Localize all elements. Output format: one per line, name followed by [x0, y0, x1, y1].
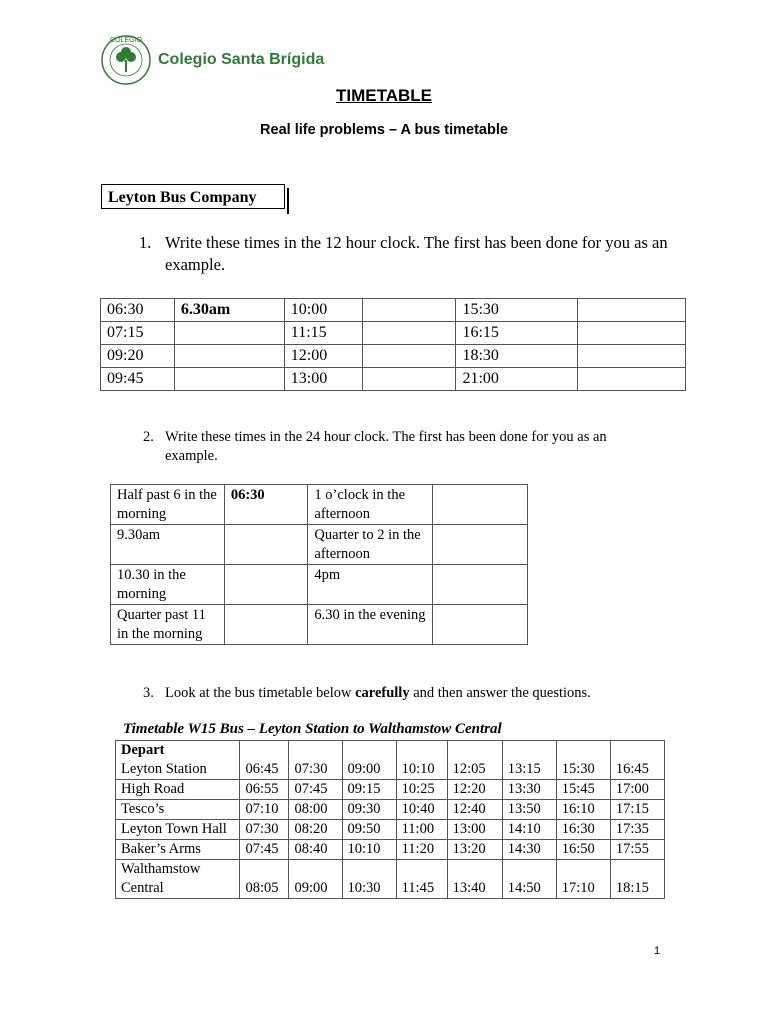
answer-cell [578, 345, 686, 368]
departure-time-cell: 17:10 [556, 860, 610, 899]
table-row [116, 820, 665, 840]
question-1-line2: example. [165, 255, 226, 274]
answer-cell [174, 368, 284, 391]
departure-time-cell: 10:10 [396, 741, 447, 780]
time-cell: 09:20 [101, 345, 175, 368]
departure-time-cell: 12:20 [447, 780, 502, 800]
page-subtitle: Real life problems – A bus timetable [260, 122, 508, 138]
stop-name: Leyton Station [121, 761, 207, 777]
departure-time-cell: 13:00 [447, 820, 502, 840]
school-logo [100, 33, 152, 87]
time-cell: 09:45 [101, 368, 175, 391]
departure-time-cell: 17:15 [610, 800, 664, 820]
table-row [111, 605, 528, 645]
departure-time-cell: 18:15 [610, 860, 664, 899]
question-2-line2: example. [165, 448, 218, 464]
departure-time-cell: 08:05 [240, 860, 289, 899]
time-cell: 16:15 [456, 322, 578, 345]
stop-cell [116, 800, 240, 820]
departure-time-cell: 07:10 [240, 800, 289, 820]
svg-text:COLEGIO: COLEGIO [110, 37, 142, 44]
departure-time-cell: 10:25 [396, 780, 447, 800]
time-cell: 11:15 [284, 322, 362, 345]
table-row [116, 741, 665, 780]
departure-time-cell: 12:40 [447, 800, 502, 820]
stop-cell [116, 840, 240, 860]
answer-cell [362, 368, 456, 391]
phrase-cell: 4pm [308, 565, 433, 605]
departure-time-cell: 06:55 [240, 780, 289, 800]
departure-time-cell: 10:40 [396, 800, 447, 820]
departure-time-cell: 11:20 [396, 840, 447, 860]
table-row [116, 800, 665, 820]
departure-time-cell: 16:30 [556, 820, 610, 840]
twenty-four-hour-table [110, 484, 528, 645]
phrase-cell: 1 o’clock in the afternoon [308, 485, 433, 525]
departure-time-cell: 13:40 [447, 860, 502, 899]
departure-time-cell: 09:00 [342, 741, 396, 780]
question-2-number: 2. [143, 429, 154, 445]
departure-time-cell: 13:15 [502, 741, 556, 780]
answer-cell [362, 322, 456, 345]
departure-time-cell: 12:05 [447, 741, 502, 780]
time-cell: 10:00 [284, 299, 362, 322]
departure-time-cell: 07:45 [289, 780, 342, 800]
time-cell: 13:00 [284, 368, 362, 391]
phrase-cell: 10.30 in the morning [111, 565, 225, 605]
table-row [101, 345, 686, 368]
answer-cell [224, 565, 308, 605]
answer-cell [174, 345, 284, 368]
bus-timetable-title: Timetable W15 Bus – Leyton Station to Walthamstow Central [123, 721, 502, 737]
departure-time-cell: 17:00 [610, 780, 664, 800]
answer-cell [224, 605, 308, 645]
answer-cell [433, 485, 528, 525]
stop-name: Tesco’s [121, 801, 165, 817]
table-row [101, 322, 686, 345]
departure-time-cell: 10:30 [342, 860, 396, 899]
question-1 [139, 232, 739, 282]
table-row [101, 299, 686, 322]
departure-time-cell: 10:10 [342, 840, 396, 860]
departure-time-cell: 07:45 [240, 840, 289, 860]
table-row [116, 840, 665, 860]
time-cell: 07:15 [101, 322, 175, 345]
table-row [116, 780, 665, 800]
question-3 [143, 682, 743, 704]
departure-time-cell: 09:30 [342, 800, 396, 820]
answer-cell [362, 345, 456, 368]
stop-cell [116, 820, 240, 840]
departure-time-cell: 11:00 [396, 820, 447, 840]
answer-cell [433, 605, 528, 645]
departure-time-cell: 09:50 [342, 820, 396, 840]
table-row [111, 485, 528, 525]
page-number: 1 [654, 945, 661, 957]
company-label: Leyton Bus Company [101, 184, 285, 209]
bus-timetable [115, 740, 665, 899]
stop-cell [116, 780, 240, 800]
stop-cell [116, 741, 240, 780]
twelve-hour-table [100, 298, 686, 391]
answer-cell [433, 565, 528, 605]
time-cell: 18:30 [456, 345, 578, 368]
departure-time-cell: 07:30 [240, 820, 289, 840]
departure-time-cell: 07:30 [289, 741, 342, 780]
departure-time-cell: 09:00 [289, 860, 342, 899]
departure-time-cell: 08:20 [289, 820, 342, 840]
phrase-cell: 9.30am [111, 525, 225, 565]
stop-name: High Road [121, 781, 185, 797]
stop-name: Walthamstow Central [121, 861, 201, 896]
answer-cell [578, 368, 686, 391]
table-row [111, 525, 528, 565]
page-title: TIMETABLE [335, 86, 432, 105]
answer-cell: 06:30 [224, 485, 308, 525]
departure-time-cell: 13:50 [502, 800, 556, 820]
answer-cell [433, 525, 528, 565]
stop-name: Baker’s Arms [121, 841, 201, 857]
table-row [111, 565, 528, 605]
phrase-cell: Half past 6 in the morning [111, 485, 225, 525]
phrase-cell: Quarter past 11 in the morning [111, 605, 225, 645]
phrase-cell: 6.30 in the evening [308, 605, 433, 645]
answer-cell [174, 322, 284, 345]
stop-name: Leyton Town Hall [121, 821, 227, 837]
departure-time-cell: 16:10 [556, 800, 610, 820]
departure-time-cell: 11:45 [396, 860, 447, 899]
table-row [101, 368, 686, 391]
departure-time-cell: 15:30 [556, 741, 610, 780]
question-3-text-b: and then answer the questions. [409, 685, 591, 701]
departure-time-cell: 14:10 [502, 820, 556, 840]
answer-cell [578, 322, 686, 345]
question-3-text-a: Look at the bus timetable below [165, 685, 356, 701]
departure-time-cell: 06:45 [240, 741, 289, 780]
departure-time-cell: 13:30 [502, 780, 556, 800]
phrase-cell: Quarter to 2 in the afternoon [308, 525, 433, 565]
departure-time-cell: 17:55 [610, 840, 664, 860]
departure-time-cell: 14:50 [502, 860, 556, 899]
answer-cell [224, 525, 308, 565]
time-cell: 06:30 [101, 299, 175, 322]
depart-label: Depart [121, 742, 165, 758]
departure-time-cell: 08:40 [289, 840, 342, 860]
time-cell: 12:00 [284, 345, 362, 368]
stop-cell [116, 860, 240, 899]
time-cell: 21:00 [456, 368, 578, 391]
answer-cell [578, 299, 686, 322]
question-3-number: 3. [143, 685, 154, 701]
question-2 [143, 428, 743, 468]
question-1-line1: Write these times in the 12 hour clock. The first has been done for you as an [165, 233, 668, 252]
departure-time-cell: 15:45 [556, 780, 610, 800]
answer-cell [362, 299, 456, 322]
departure-time-cell: 14:30 [502, 840, 556, 860]
departure-time-cell: 17:35 [610, 820, 664, 840]
departure-time-cell: 08:00 [289, 800, 342, 820]
departure-time-cell: 16:45 [610, 741, 664, 780]
school-name: Colegio Santa Brígida [158, 51, 325, 68]
question-2-line1: Write these times in the 24 hour clock. The first has been done for you as an [165, 429, 607, 445]
departure-time-cell: 13:20 [447, 840, 502, 860]
table-row [116, 860, 665, 899]
departure-time-cell: 16:50 [556, 840, 610, 860]
question-1-number: 1. [139, 233, 152, 252]
answer-cell: 6.30am [174, 299, 284, 322]
departure-time-cell: 09:15 [342, 780, 396, 800]
question-3-text-bold: carefully [355, 685, 410, 701]
time-cell: 15:30 [456, 299, 578, 322]
